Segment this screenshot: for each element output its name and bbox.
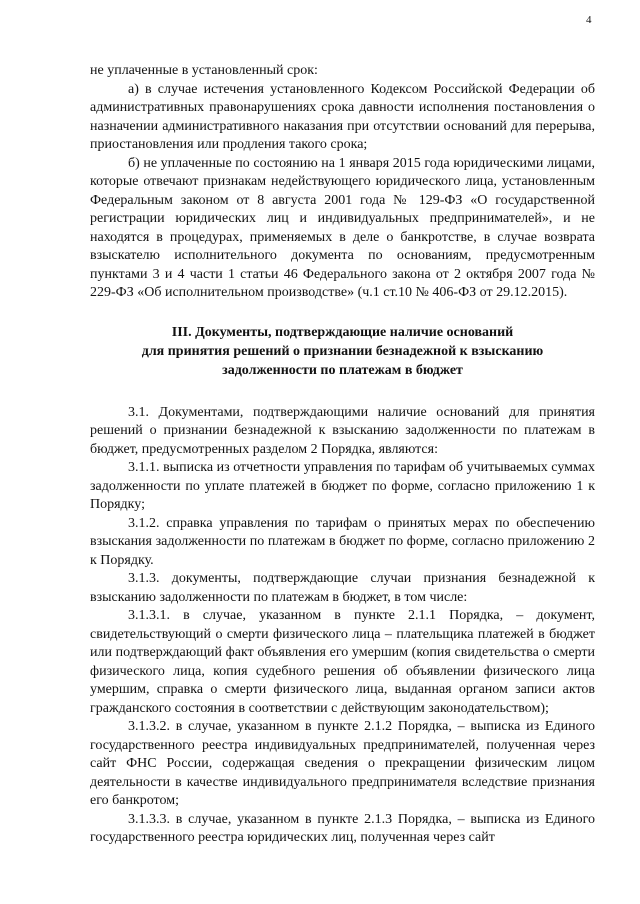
section-heading-line: задолженности по платежам в бюджет: [222, 362, 463, 378]
paragraph: 3.1.3.3. в случае, указанном в пункте 2.1.3 Порядка, – выписка из Единого государственного реестра юридических лиц, полученная через сайт: [90, 811, 595, 845]
section-heading: [90, 323, 595, 380]
section-heading-line: III. Документы, подтверждающие наличие оснований: [171, 324, 514, 340]
section-heading-line: для принятия решений о признании безнадежной к взысканию: [141, 343, 544, 359]
page-number: 4: [586, 14, 592, 26]
paragraph: 3.1.3.2. в случае, указанном в пункте 2.1.2 Порядка, – выписка из Единого государственного реестра индивидуальных предпринимателей, полученная через сайт ФНС России, содержащая сведения о прекращении физическим лицом деятельности в качестве индивидуального предпринимателя вследствие признания его банкротом;: [90, 719, 595, 808]
paragraph: 3.1.2. справка управления по тарифам о принятых мерах по обеспечению взыскания задолженности по платежам в бюджет по форме, согласно приложению 2 к Порядку.: [90, 515, 595, 568]
paragraph: б) не уплаченные по состоянию на 1 января 2015 года юридическими лицами, которые отвечают признакам недействующего юридического лица, установленным Федеральным законом от 8 августа 2001 года № 129-ФЗ «О государственной регистрации юридических лиц и индивидуальных предпринимателей», и не находятся в процедурах, применяемых в деле о банкротстве, в случае возврата взыскателю исполнительного документа по основаниям, предусмотренным пунктами 3 и 4 части 1 статьи 46 Федерального закона от 2 октября 2007 года № 229-ФЗ «Об исполнительном производстве» (ч.1 ст.10 № 406-ФЗ от 29.12.2015).: [90, 155, 595, 300]
paragraph: 3.1. Документами, подтверждающими наличие оснований для принятия решений о признании безнадежной к взысканию задолженности по платежам в бюджет, предусмотренных разделом 2 Порядка, являются:: [90, 404, 595, 457]
document-body: [90, 62, 595, 848]
paragraph: не уплаченные в установленный срок:: [90, 63, 318, 78]
paragraph: 3.1.3. документы, подтверждающие случаи признания безнадежной к взысканию задолженности по платежам в бюджет, в том числе:: [90, 571, 595, 605]
paragraph: а) в случае истечения установленного Кодексом Российской Федерации об административных правонарушениях срока давности исполнения постановления о назначении административного наказания при отсутствии оснований для перерыва, приостановления или продления такого срока;: [90, 81, 595, 152]
paragraph: 3.1.3.1. в случае, указанном в пункте 2.1.1 Порядка, – документ, свидетельствующий о смерти физического лица – плательщика платежей в бюджет или подтверждающий факт объявления его умершим (копия свидетельства о смерти физического лица, копия судебного решения об объявлении физического лица умершим, справка о смерти физического лица, выданная органом записи актов гражданского состояния в соответствии с действующим законодательством);: [90, 608, 595, 716]
paragraph: 3.1.1. выписка из отчетности управления по тарифам об учитываемых суммах задолженности по уплате платежей в бюджет по форме, согласно приложению 1 к Порядку;: [90, 460, 595, 512]
